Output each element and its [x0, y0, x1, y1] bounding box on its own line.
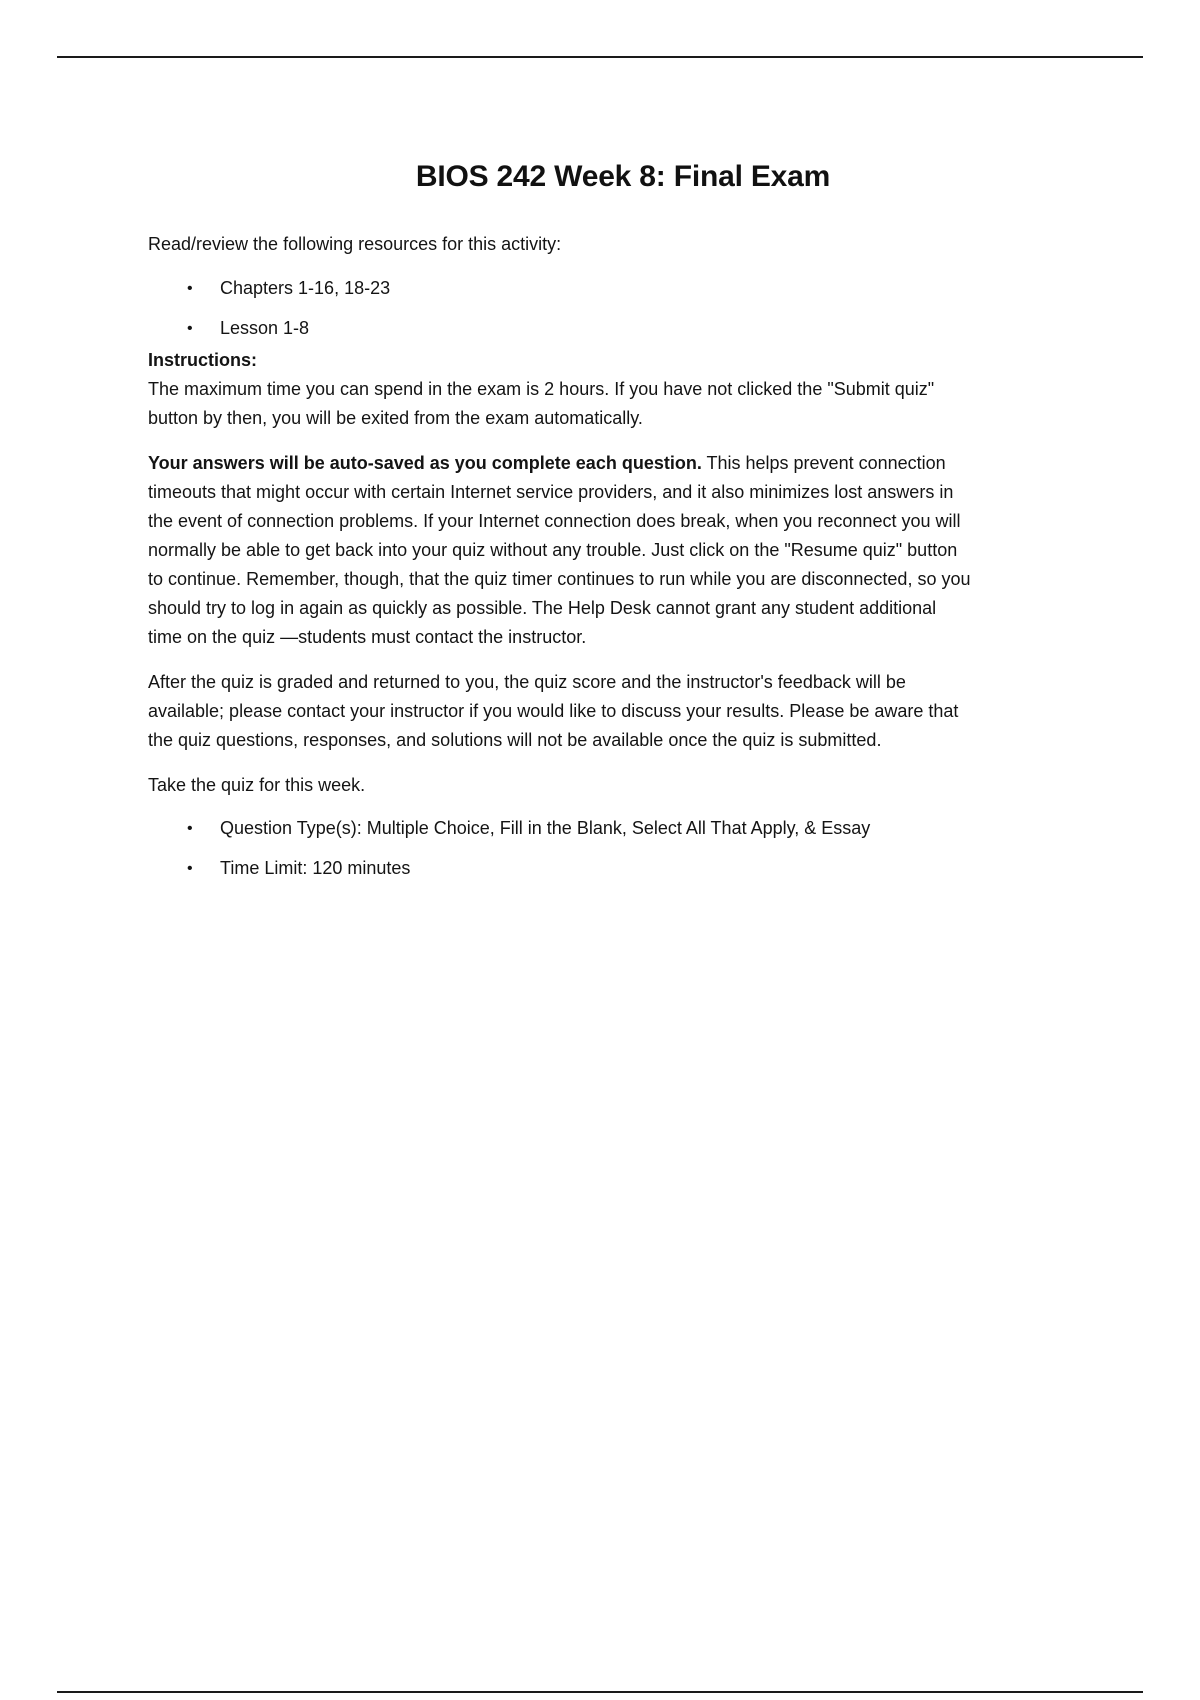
resource-label: Chapters 1-16, 18-23 — [220, 278, 391, 298]
document-body — [148, 230, 973, 894]
bullet-icon: • — [187, 280, 193, 297]
question-types: Question Type(s): Multiple Choice, Fill in the Blank, Select All That Apply, & Essay — [220, 818, 871, 838]
resource-label: Lesson 1-8 — [220, 318, 310, 338]
autosave-paragraph — [148, 449, 973, 652]
resources-list — [148, 274, 973, 343]
instructions-heading: Instructions: — [148, 350, 258, 370]
top-rule — [57, 56, 1143, 58]
time-limit: Time Limit: 120 minutes — [220, 858, 411, 878]
graded-paragraph: After the quiz is graded and returned to you, the quiz score and the instructor's feedback will be available; please contact your instructor if you would like to discuss your results. Please be aware that the quiz questions, responses, and solutions will not be available once the quiz is submitted. — [148, 672, 959, 750]
autosave-lead: Your answers will be auto-saved as you complete each question. — [148, 453, 702, 473]
list-item — [148, 314, 973, 343]
take-quiz-text: Take the quiz for this week. — [148, 775, 366, 795]
page-title: BIOS 242 Week 8: Final Exam — [415, 160, 831, 194]
quiz-details-list — [148, 814, 973, 883]
resources-intro: Read/review the following resources for this activity: — [148, 234, 562, 254]
autosave-body: This helps prevent connection timeouts that might occur with certain Internet service providers, and it also minimizes lost answers in the event of connection problems. If your Internet connection does break, when you reconnect you will normally be able to get back into your quiz without any trouble. Just click on the "Resume quiz" button to continue. Remember, though, that the quiz timer continues to run while you are disconnected, so you should try to log in again as quickly as possible. The Help Desk cannot grant any student additional time on the quiz —students must contact the instructor. — [148, 453, 971, 647]
list-item — [148, 854, 973, 883]
bullet-icon: • — [187, 860, 193, 877]
bottom-rule — [57, 1691, 1143, 1693]
instructions-paragraph: The maximum time you can spend in the exam is 2 hours. If you have not clicked the "Submit quiz" button by then, you will be exited from the exam automatically. — [148, 379, 935, 428]
bullet-icon: • — [187, 820, 193, 837]
list-item — [148, 274, 973, 303]
bullet-icon: • — [187, 320, 193, 337]
list-item — [148, 814, 973, 843]
